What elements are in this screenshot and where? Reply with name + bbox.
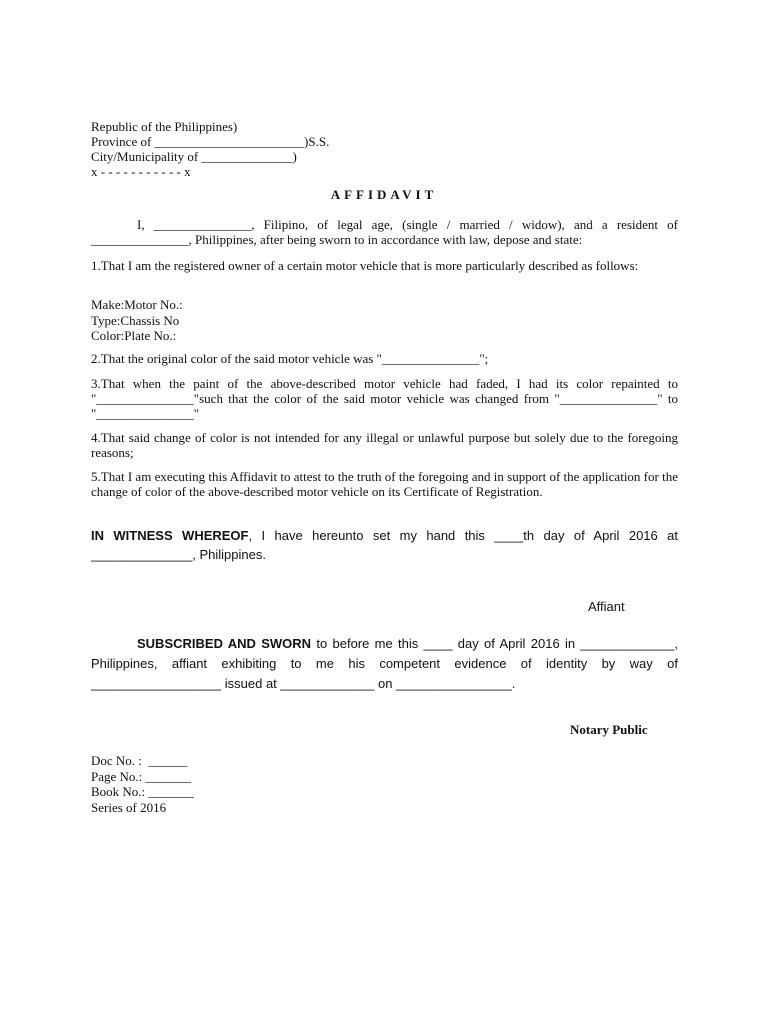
- vehicle-make-line: Make:Motor No.:: [91, 297, 183, 312]
- caption-province: Province of _______________________)S.S.: [91, 134, 330, 149]
- subscribed-text: to before me this ____ day of April 2016 in _____________, Philippines, affiant exhibiting to me his competent evidence of identity by way of __________________ issued at _____________ on ________________.: [91, 636, 678, 691]
- witness-text: , I have hereunto set my hand this ____th day of April 2016 at ______________, Philippines.: [91, 528, 679, 562]
- item-1-paragraph: 1.That I am the registered owner of a certain motor vehicle that is more particularly described as follows:: [91, 258, 639, 273]
- item-4-paragraph: 4.That said change of color is not intended for any illegal or unlawful purpose but solely due to the foregoing reasons;: [91, 430, 678, 460]
- doc-no-line: Doc No. : ______: [91, 753, 188, 768]
- item-3-paragraph: 3.That when the paint of the above-described motor vehicle had faded, I had its color repainted to "_______________"such that the color of the said motor vehicle was changed from "_______________" to "_______________": [91, 376, 678, 421]
- subscribed-paragraph: [91, 634, 678, 694]
- caption-city: City/Municipality of ______________): [91, 149, 297, 164]
- intro-paragraph: I, _______________, Filipino, of legal age, (single / married / widow), and a resident of _______________, Philippines, after being sworn to in accordance with law, depose and state:: [91, 217, 678, 247]
- document-title: AFFIDAVIT: [330, 187, 438, 202]
- book-no-line: Book No.: _______: [91, 784, 194, 799]
- item-2-paragraph: 2.That the original color of the said motor vehicle was "_______________";: [91, 351, 489, 366]
- caption-republic: Republic of the Philippines): [91, 119, 238, 134]
- witness-paragraph: [91, 526, 678, 564]
- series-line: Series of 2016: [91, 799, 167, 815]
- witness-heading: IN WITNESS WHEREOF: [91, 528, 249, 543]
- notary-public-label: Notary Public: [570, 722, 648, 737]
- vehicle-type-line: Type:Chassis No: [91, 312, 180, 328]
- caption-separator: x - - - - - - - - - - - x: [91, 164, 191, 179]
- vehicle-color-line: Color:Plate No.:: [91, 328, 177, 343]
- doc-register-block: [91, 753, 194, 815]
- subscribed-heading: SUBSCRIBED AND SWORN: [137, 636, 312, 651]
- caption-block: [91, 119, 329, 179]
- vehicle-details: [91, 297, 183, 344]
- item-5-paragraph: 5.That I am executing this Affidavit to attest to the truth of the foregoing and in support of the application for the change of color of the above-described motor vehicle on its Certificate of Registration.: [91, 469, 678, 499]
- page-no-line: Page No.: _______: [91, 768, 192, 784]
- affiant-label: Affiant: [588, 599, 625, 614]
